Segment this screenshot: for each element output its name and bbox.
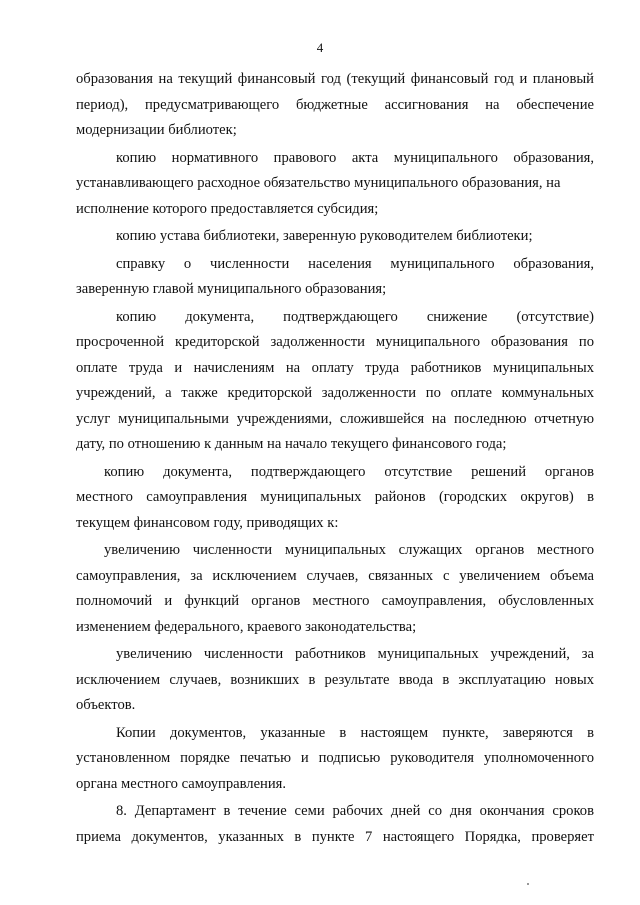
text-line: самоуправления, за исключением случаев, связанных с увеличением объема <box>76 567 594 584</box>
text-line: исключением случаев, возникших в результате ввода в эксплуатацию новых <box>76 671 594 688</box>
paragraph-6 <box>76 460 594 537</box>
text-line: учреждений, а также кредиторской задолженности по оплате коммунальных <box>76 385 594 401</box>
paragraph-8 <box>76 642 594 719</box>
text-line: копию устава библиотеки, заверенную руководителем библиотеки; <box>116 228 533 244</box>
text-line: полномочий и функций органов местного самоуправления, обусловленных <box>76 593 594 609</box>
text-line: заверенную главой муниципального образования; <box>76 281 387 297</box>
paragraph-9 <box>76 721 594 798</box>
text-line: модернизации библиотек; <box>76 122 237 138</box>
paragraph-1 <box>76 67 594 144</box>
text-line: устанавливающего расходное обязательство муниципального образования, на <box>76 175 561 191</box>
text-line: образования на текущий финансовый год (текущий финансовый год и плановый <box>76 71 594 87</box>
text-line: просроченной кредиторской задолженности муниципального образования по <box>76 334 594 350</box>
text-line: установленном порядке печатью и подписью руководителя уполномоченного <box>76 750 594 766</box>
paragraph-3 <box>76 224 594 250</box>
paragraph-5 <box>76 305 594 458</box>
text-line: период), предусматривающего бюджетные ассигнования на обеспечение <box>76 96 594 113</box>
text-line: копию документа, подтверждающего снижение (отсутствие) <box>116 308 594 325</box>
text-line: объектов. <box>76 697 136 713</box>
text-line: увеличению численности работников муниципальных учреждений, за <box>116 646 594 662</box>
text-line: дату, по отношению к данным на начало текущего финансового года; <box>76 436 507 452</box>
page-number: 4 <box>316 40 324 55</box>
text-line: Копии документов, указанные в настоящем пункте, заверяются в <box>116 724 594 741</box>
text-line: 8. Департамент в течение семи рабочих дней со дня окончания сроков <box>116 803 594 819</box>
paragraph-10 <box>76 799 594 850</box>
paragraph-4 <box>76 252 594 303</box>
text-line: копию нормативного правового акта муниципального образования, <box>116 149 594 166</box>
text-line: приема документов, указанных в пункте 7 настоящего Порядка, проверяет <box>76 828 594 845</box>
text-line: органа местного самоуправления. <box>76 775 287 792</box>
text-line: изменением федерального, краевого законодательства; <box>76 618 417 635</box>
paragraph-7 <box>76 538 594 640</box>
text-line: местного самоуправления муниципальных районов (городских округов) в <box>76 489 594 505</box>
text-line: копию документа, подтверждающего отсутствие решений органов <box>104 463 594 480</box>
scan-speck <box>527 883 529 885</box>
text-line: исполнение которого предоставляется субсидия; <box>76 200 379 217</box>
text-line: увеличению численности муниципальных служащих органов местного <box>104 542 594 558</box>
text-line: текущем финансовом году, приводящих к: <box>76 514 339 531</box>
text-line: справку о численности населения муниципального образования, <box>116 255 594 272</box>
paragraph-2 <box>76 146 594 223</box>
document-body <box>76 67 594 850</box>
text-line: услуг муниципальными учреждениями, сложившейся на последнюю отчетную <box>76 410 594 427</box>
text-line: оплате труда и начислениям на оплату труда работников муниципальных <box>76 359 594 376</box>
